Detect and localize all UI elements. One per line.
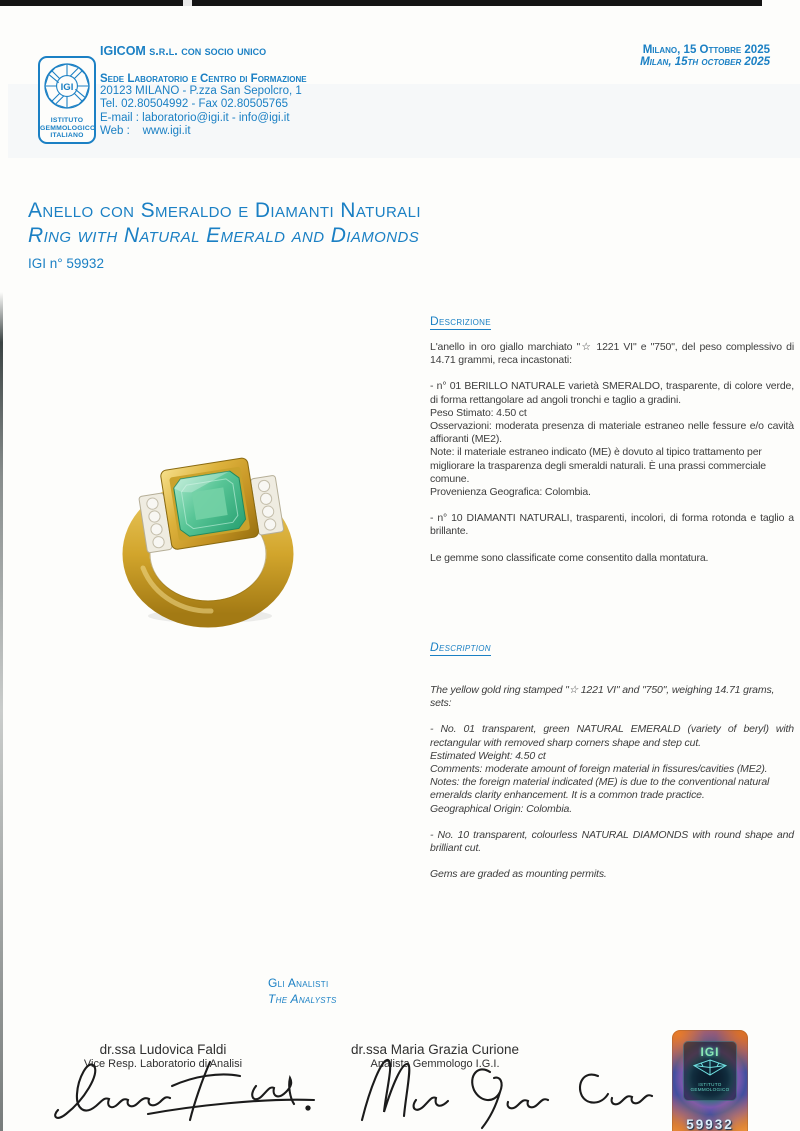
paragraph: - No. 01 transparent, green NATURAL EMERALD (variety of beryl) with rectangular with removed sharp corners shape and step cut.	[430, 723, 794, 749]
analysts-block	[268, 976, 337, 1006]
description-italian-section	[430, 312, 794, 565]
certificate-number: IGI n° 59932	[28, 256, 104, 271]
address-line: 20123 MILANO - P.zza San Sepolcro, 1	[100, 85, 302, 97]
description-label: Description	[430, 640, 491, 654]
title-italian: Anello con Smeraldo e Diamanti Naturali	[28, 199, 421, 222]
hologram-serial-number: 59932	[686, 1117, 734, 1131]
descrizione-label: Descrizione	[430, 314, 491, 328]
paragraph: L'anello in oro giallo marchiato "☆ 1221 VI" e "750", del peso complessivo di 14.71 grammi, reca incastonati:	[430, 341, 794, 367]
logo-institute-label: ISTITUTO GEMMOLOGICO ITALIANO	[40, 117, 96, 139]
hologram-institute-label: ISTITUTO GEMMOLOGICO	[690, 1082, 730, 1093]
title-block	[28, 199, 421, 271]
hologram-sticker	[672, 1030, 748, 1131]
date-italian: Milano, 15 Ottobre 2025	[642, 44, 770, 56]
paragraph: The yellow gold ring stamped "☆ 1221 VI" and "750", weighing 14.71 grams, sets:	[430, 684, 775, 710]
paragraph: - No. 10 transparent, colourless NATURAL DIAMONDS with round shape and brilliant cut.	[430, 828, 794, 855]
hologram-diamond-icon	[693, 1059, 727, 1076]
paragraph: - n° 01 BERILLO NATURALE varietà SMERALDO, trasparente, di colore verde, di forma rettangolare ad angoli tronchi e taglio a gradini.	[430, 380, 794, 406]
paragraph: - n° 10 DIAMANTI NATURALI, trasparenti, incolori, di forma rotonda e taglio a brillante.	[430, 512, 794, 538]
paragraph: Estimated Weight: 4.50 ct	[430, 749, 546, 762]
paragraph: Note: il materiale estraneo indicato (ME) è dovuto al tipico trattamento per migliorare la trasparenza degli smeraldi naturali. È una prassi commerciale comune.	[430, 446, 766, 485]
paragraph: Le gemme sono classificate come consentito dalla montatura.	[430, 551, 709, 564]
company-block	[100, 44, 307, 139]
signer-left-role: Vice Resp. Laboratorio di Analisi	[83, 1058, 243, 1070]
title-english: Ring with Natural Emerald and Diamonds	[28, 224, 420, 247]
diamond-logo-icon	[42, 61, 92, 111]
paragraph: Peso Stimato: 4.50 ct	[430, 406, 527, 419]
analysts-label-english: The Analysts	[268, 992, 337, 1006]
hologram-acronym: IGI	[700, 1045, 720, 1059]
signer-right-role: Analista Gemmologo I.G.I.	[370, 1058, 500, 1070]
hologram-igi-emblem	[683, 1041, 737, 1101]
email-line: E-mail : laboratorio@igi.it - info@igi.it	[100, 111, 290, 124]
date-block	[640, 44, 770, 68]
signature-maria-grazia-curione	[350, 1046, 660, 1131]
paragraph: Osservazioni: moderata presenza di materiale estraneo nelle fessure e/o cavità affioranti (ME2).	[430, 420, 794, 446]
description-english-section	[430, 638, 794, 881]
paragraph: Gems are graded as mounting permits.	[430, 868, 607, 881]
signature-ludovica-faldi	[52, 1056, 322, 1131]
company-name: IGICOM s.r.l. con socio unico	[100, 44, 267, 58]
signer-left-name: dr.ssa Ludovica Faldi	[99, 1042, 227, 1057]
paragraph: Provenienza Geografica: Colombia.	[430, 486, 591, 499]
analysts-label-italian: Gli Analisti	[268, 976, 329, 990]
ring-photo	[95, 448, 325, 628]
scan-left-edge-artifact	[0, 292, 3, 1131]
web-line: Web : www.igi.it	[100, 125, 191, 138]
paragraph: Geographical Origin: Colombia.	[430, 802, 572, 815]
lab-line: Sede Laboratorio e Centro di Formazione	[100, 73, 307, 85]
paragraph: Notes: the foreign material indicated (ME) is due to the conventional natural emeralds clarity enhancement. It is a common trade practice.	[430, 776, 770, 802]
igi-logo	[38, 56, 96, 144]
phone-line: Tel. 02.80504992 - Fax 02.80505765	[100, 98, 288, 111]
paragraph: Comments: moderate amount of foreign material in fissures/cavities (ME2).	[430, 763, 768, 776]
scan-top-edge-artifact	[0, 0, 762, 6]
logo-acronym: IGI	[60, 81, 74, 93]
date-english: Milan, 15th october 2025	[640, 56, 770, 68]
signer-right-name: dr.ssa Maria Grazia Curione	[350, 1042, 520, 1057]
